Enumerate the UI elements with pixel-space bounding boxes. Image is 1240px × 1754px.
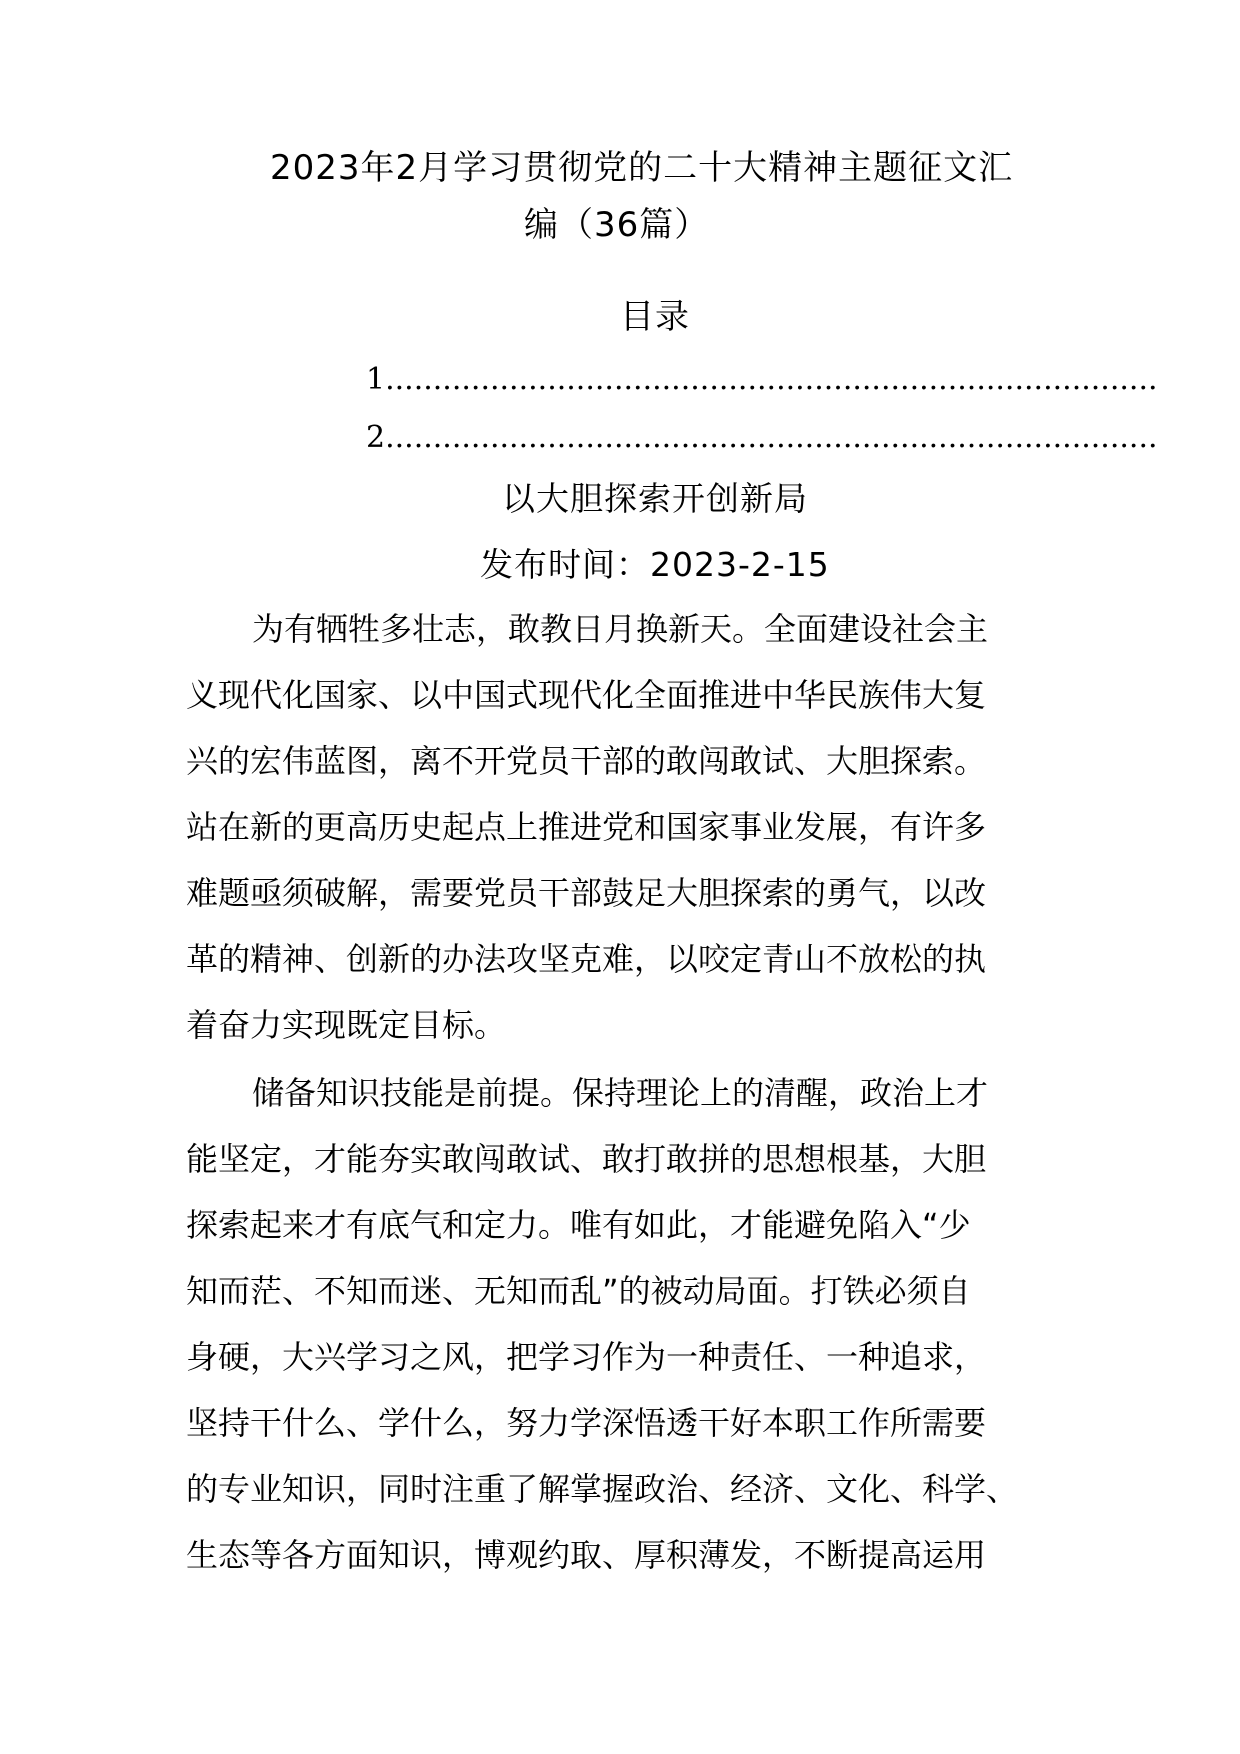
- article-title: 以大胆探索开创新局: [502, 479, 808, 518]
- document-title-line-2: 编（36篇）: [524, 205, 710, 245]
- paragraph-line: 的专业知识，同时注重了解掌握政治、经济、文化、科学、: [186, 1470, 1019, 1508]
- paragraph-line: 站在新的更高历史起点上推进党和国家事业发展，有许多: [186, 808, 987, 846]
- paragraph-line: 难题亟须破解，需要党员干部鼓足大胆探索的勇气，以改: [186, 874, 987, 912]
- paragraph-line: 为有牺牲多壮志，敢教日月换新天。全面建设社会主: [252, 610, 989, 648]
- paragraph-line: 储备知识技能是前提。保持理论上的清醒，政治上才: [252, 1074, 989, 1112]
- paragraph-line: 知而茫、不知而迷、无知而乱”的被动局面。打铁必须自: [186, 1272, 971, 1310]
- paragraph-line: 着奋力实现既定目标。: [186, 1006, 507, 1044]
- paragraph-line: 身硬，大兴学习之风，把学习作为一种责任、一种追求，: [186, 1338, 987, 1376]
- toc-heading: 目录: [620, 297, 690, 337]
- paragraph-line: 生态等各方面知识，博观约取、厚积薄发，不断提高运用: [186, 1536, 987, 1574]
- paragraph-line: 义现代化国家、以中国式现代化全面推进中华民族伟大复: [186, 676, 987, 714]
- paragraph-line: 革的精神、创新的办法攻坚克难，以咬定青山不放松的执: [186, 940, 987, 978]
- paragraph-line: 兴的宏伟蓝图，离不开党员干部的敢闯敢试、大胆探索。: [186, 742, 987, 780]
- paragraph-line: 坚持干什么、学什么，努力学深悟透干好本职工作所需要: [186, 1404, 987, 1442]
- paragraph-line: 探索起来才有底气和定力。唯有如此，才能避免陷入“少: [186, 1206, 971, 1244]
- document-title-line-1: 2023年2月学习贯彻党的二十大精神主题征文汇: [270, 148, 1014, 188]
- toc-item-1: 1.................................................................................: [366, 362, 1158, 397]
- toc-item-2: 2.................................................................................: [366, 420, 1158, 455]
- article-publish-date: 发布时间：2023-2-15: [480, 545, 830, 584]
- paragraph-line: 能坚定，才能夯实敢闯敢试、敢打敢拼的思想根基，大胆: [186, 1140, 987, 1178]
